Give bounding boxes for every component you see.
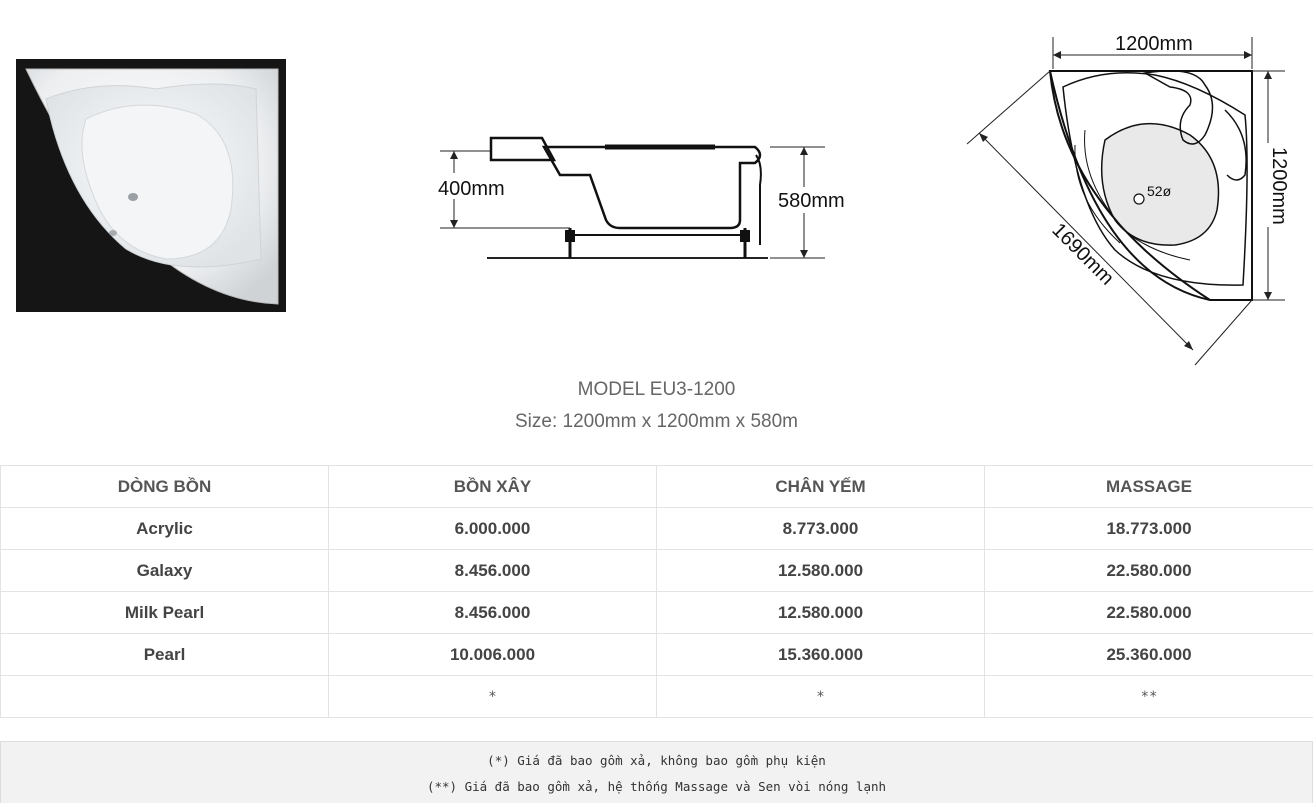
footnote-2: (**) Giá đã bao gồm xả, hệ thống Massage và Sen vòi nóng lạnh: [1, 774, 1312, 800]
table-cell: Pearl: [1, 634, 329, 676]
header-series: DÒNG BỒN: [1, 466, 329, 508]
table-cell: Acrylic: [1, 508, 329, 550]
header-built-in: BỒN XÂY: [329, 466, 657, 508]
footnote-1: (*) Giá đã bao gồm xả, không bao gồm phụ kiện: [1, 748, 1312, 774]
footnotes-box: [0, 741, 1313, 803]
table-row: [1, 592, 1313, 634]
top-plan-drawing: [955, 25, 1295, 370]
table-cell: 10.006.000: [329, 634, 657, 676]
price-table: [0, 465, 1313, 718]
drain-size-label: 52ø: [1147, 183, 1172, 199]
table-cell: 12.580.000: [657, 550, 985, 592]
table-row: [1, 676, 1313, 718]
table-cell-footnote-mark: *: [657, 676, 985, 718]
table-cell-footnote-mark: **: [985, 676, 1313, 718]
table-cell: 8.456.000: [329, 592, 657, 634]
model-size: Size: 1200mm x 1200mm x 580m: [0, 411, 1313, 433]
table-cell: 22.580.000: [985, 592, 1313, 634]
table-row: [1, 508, 1313, 550]
table-cell: 8.773.000: [657, 508, 985, 550]
table-cell: Milk Pearl: [1, 592, 329, 634]
bathtub-photo-image: [16, 59, 286, 312]
top-depth-label: 1200mm: [1268, 147, 1290, 225]
table-header-row: [1, 466, 1313, 508]
table-row: [1, 550, 1313, 592]
model-title: MODEL EU3-1200: [0, 379, 1313, 401]
side-height-total-label: 580mm: [778, 190, 845, 212]
top-width-label: 1200mm: [1115, 33, 1193, 55]
table-cell: 6.000.000: [329, 508, 657, 550]
side-height-inner-label: 400mm: [438, 178, 505, 200]
table-cell: 18.773.000: [985, 508, 1313, 550]
table-cell: 12.580.000: [657, 592, 985, 634]
table-cell: [1, 676, 329, 718]
table-cell: 15.360.000: [657, 634, 985, 676]
table-cell: 22.580.000: [985, 550, 1313, 592]
header-massage: MASSAGE: [985, 466, 1313, 508]
top-diagonal-label: 1690mm: [1047, 219, 1118, 290]
side-elevation-drawing: [430, 125, 860, 275]
table-cell: 8.456.000: [329, 550, 657, 592]
bathtub-photo: [16, 59, 286, 312]
table-cell-footnote-mark: *: [329, 676, 657, 718]
header-apron: CHÂN YẾM: [657, 466, 985, 508]
table-cell: 25.360.000: [985, 634, 1313, 676]
table-row: [1, 634, 1313, 676]
table-cell: Galaxy: [1, 550, 329, 592]
